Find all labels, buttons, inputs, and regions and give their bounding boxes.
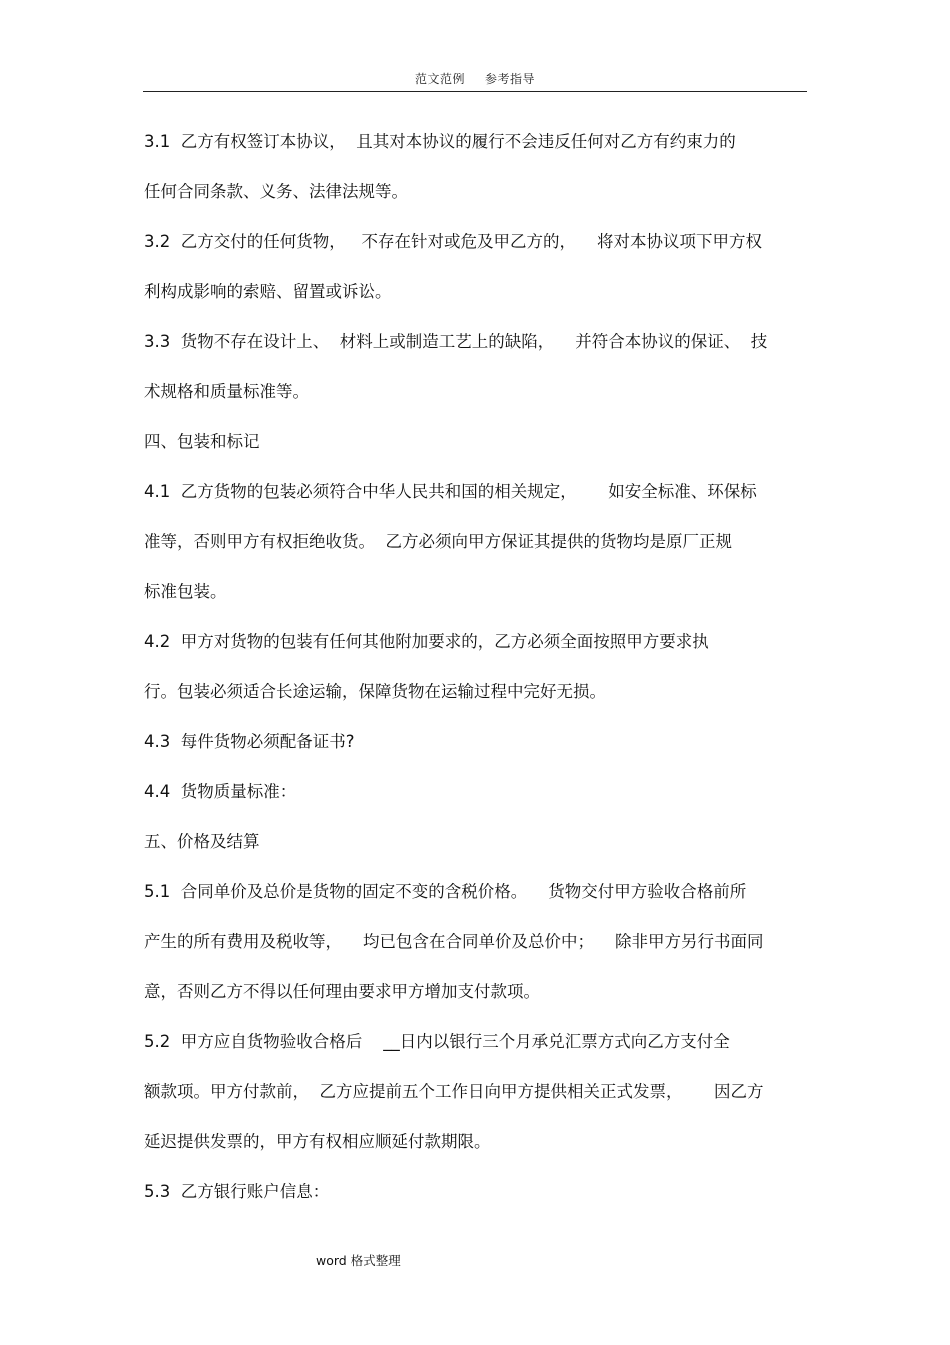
text-line: 3.2 乙方交付的任何货物， 不存在针对或危及甲乙方的， 将对本协议项下甲方权 <box>144 232 762 251</box>
text-line: 产生的所有费用及税收等， 均已包含在合同单价及总价中； 除非甲方另行书面同 <box>144 932 764 951</box>
text-line: 3.1 乙方有权签订本协议， 且其对本协议的履行不会违反任何对乙方有约束力的 <box>144 132 736 151</box>
text-line: 准等，否则甲方有权拒绝收货。 乙方必须向甲方保证其提供的货物均是原厂正规 <box>144 532 732 551</box>
header-left-text: 范文范例 <box>414 72 465 86</box>
section-heading: 四、包装和标记 <box>144 432 260 451</box>
text-line: 额款项。甲方付款前， 乙方应提前五个工作日向甲方提供相关正式发票， 因乙方 <box>144 1082 764 1101</box>
text-line: 5.3 乙方银行账户信息： <box>144 1182 330 1201</box>
text-line: 4.4 货物质量标准： <box>144 782 297 801</box>
text-line: 5.2 甲方应自货物验收合格后 __日内以银行三个月承兑汇票方式向乙方支付全 <box>144 1032 730 1051</box>
text-line: 行。包装必须适合长途运输，保障货物在运输过程中完好无损。 <box>144 682 606 701</box>
page-header <box>0 70 950 87</box>
text-line: 4.1 乙方货物的包装必须符合中华人民共和国的相关规定， 如安全标准、环保标 <box>144 482 757 501</box>
text-line: 术规格和质量标准等。 <box>144 382 309 401</box>
document-body <box>144 117 808 1217</box>
text-line: 4.3 每件货物必须配备证书? <box>144 732 355 751</box>
text-line: 3.3 货物不存在设计上、 材料上或制造工艺上的缺陷， 并符合本协议的保证、 技 <box>144 332 768 351</box>
text-line: 利构成影响的索赔、留置或诉讼。 <box>144 282 392 301</box>
section-heading: 五、价格及结算 <box>144 832 260 851</box>
text-line: 任何合同条款、义务、法律法规等。 <box>144 182 408 201</box>
header-right-text: 参考指导 <box>485 72 536 86</box>
page-footer: word 格式整理 <box>316 1253 401 1268</box>
text-line: 4.2 甲方对货物的包装有任何其他附加要求的，乙方必须全面按照甲方要求执 <box>144 632 709 651</box>
text-line: 延迟提供发票的，甲方有权相应顺延付款期限。 <box>144 1132 491 1151</box>
text-line: 意，否则乙方不得以任何理由要求甲方增加支付款项。 <box>144 982 540 1001</box>
text-line: 5.1 合同单价及总价是货物的固定不变的含税价格。 货物交付甲方验收合格前所 <box>144 882 747 901</box>
text-line: 标准包装。 <box>144 582 227 601</box>
header-divider <box>143 91 807 92</box>
